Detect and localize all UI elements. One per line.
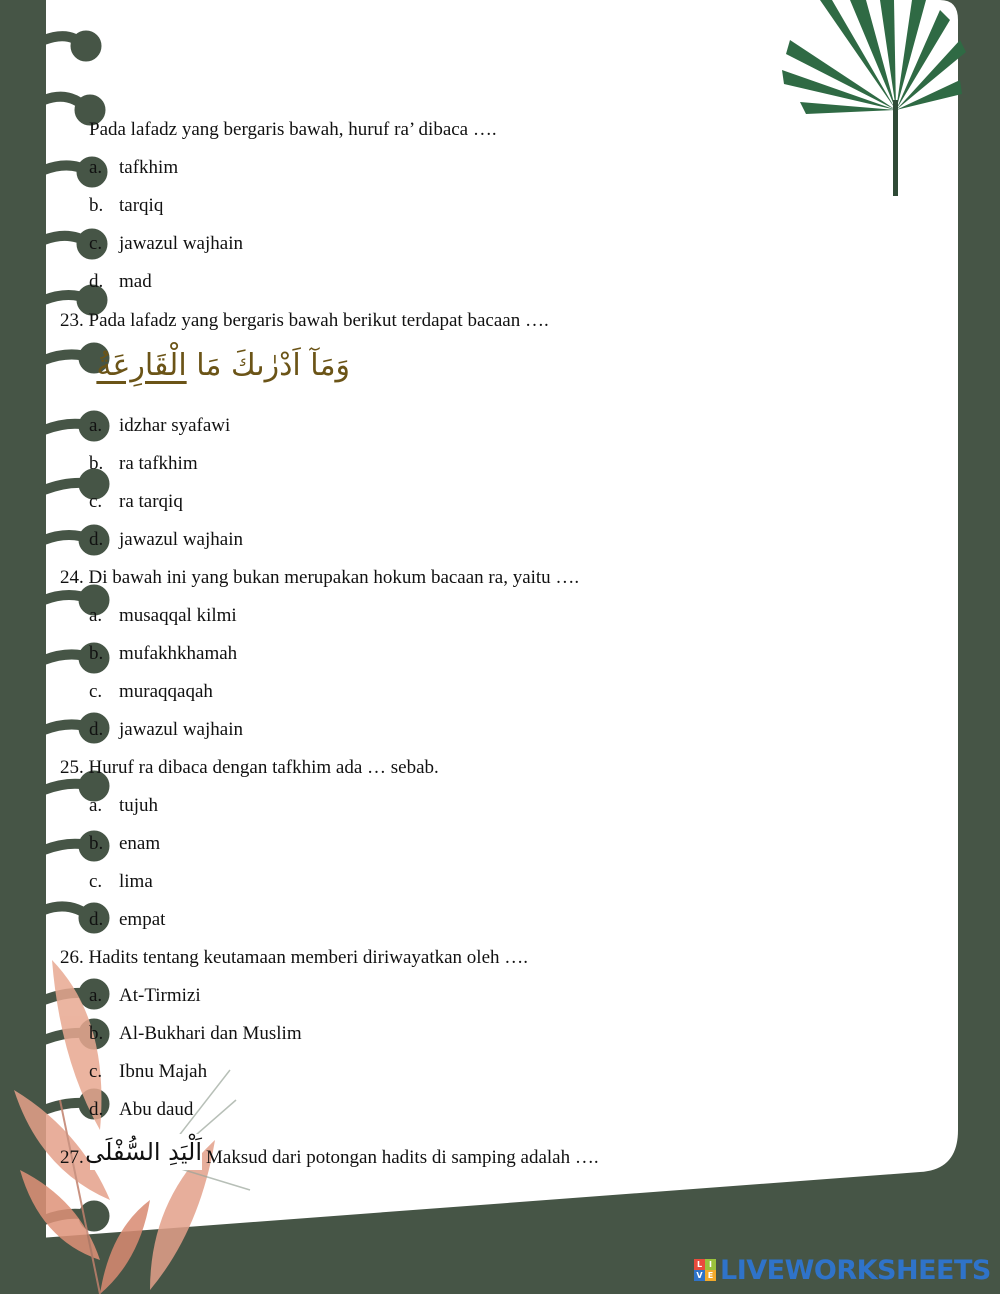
question-23-option-c[interactable]: c. ra tarqiq xyxy=(89,491,183,512)
question-27-arabic-phrase: اَلْيَدِ السُّفْلَى xyxy=(90,1134,202,1170)
question-27-number: 27. xyxy=(60,1147,84,1168)
arabic-plain-text: وَمَآ اَدْرٰىكَ مَا xyxy=(196,348,350,383)
question-27-text: Maksud dari potongan hadits di samping adalah …. xyxy=(206,1147,599,1168)
question-24-option-a[interactable]: a. musaqqal kilmi xyxy=(89,605,237,626)
liveworksheets-brand xyxy=(694,1254,994,1286)
question-23-option-d[interactable]: d. jawazul wajhain xyxy=(89,529,243,550)
question-26-option-b[interactable]: b. Al-Bukhari dan Muslim xyxy=(89,1023,302,1044)
question-26-option-a[interactable]: a. At-Tirmizi xyxy=(89,985,201,1006)
question-23-text: 23. Pada lafadz yang bergaris bawah berikut terdapat bacaan …. xyxy=(60,310,549,331)
question-22-option-b[interactable]: b. tarqiq xyxy=(89,195,164,216)
question-22-option-c[interactable]: c. jawazul wajhain xyxy=(89,233,243,254)
question-22-option-d[interactable]: d. mad xyxy=(89,271,152,292)
question-25-text: 25. Huruf ra dibaca dengan tafkhim ada … sebab. xyxy=(60,757,439,778)
question-24-text: 24. Di bawah ini yang bukan merupakan hokum bacaan ra, yaitu …. xyxy=(60,567,580,588)
question-24-option-d[interactable]: d. jawazul wajhain xyxy=(89,719,243,740)
question-22-text: Pada lafadz yang bergaris bawah, huruf ra’ dibaca …. xyxy=(89,119,497,140)
question-25-option-d[interactable]: d. empat xyxy=(89,909,166,930)
arabic-underlined-word: الْقَارِعَةُ xyxy=(96,348,187,383)
question-23-option-b[interactable]: b. ra tafkhim xyxy=(89,453,198,474)
liveworksheets-logo-icon: L I V E xyxy=(694,1259,716,1281)
question-25-option-b[interactable]: b. enam xyxy=(89,833,161,854)
question-26-option-d[interactable]: d. Abu daud xyxy=(89,1099,194,1120)
question-23-arabic-verse xyxy=(88,344,350,388)
brand-name: LIVEWORKSHEETS xyxy=(720,1254,991,1286)
question-24-option-b[interactable]: b. mufakhkhamah xyxy=(89,643,238,664)
question-26-option-c[interactable]: c. Ibnu Majah xyxy=(89,1061,208,1082)
question-25-option-a[interactable]: a. tujuh xyxy=(89,795,159,816)
question-23-option-a[interactable]: a. idzhar syafawi xyxy=(89,415,231,436)
question-24-option-c[interactable]: c. muraqqaqah xyxy=(89,681,213,702)
question-22-option-a[interactable]: a. tafkhim xyxy=(89,157,179,178)
question-25-option-c[interactable]: c. lima xyxy=(89,871,153,892)
question-26-text: 26. Hadits tentang keutamaan memberi diriwayatkan oleh …. xyxy=(60,947,528,968)
